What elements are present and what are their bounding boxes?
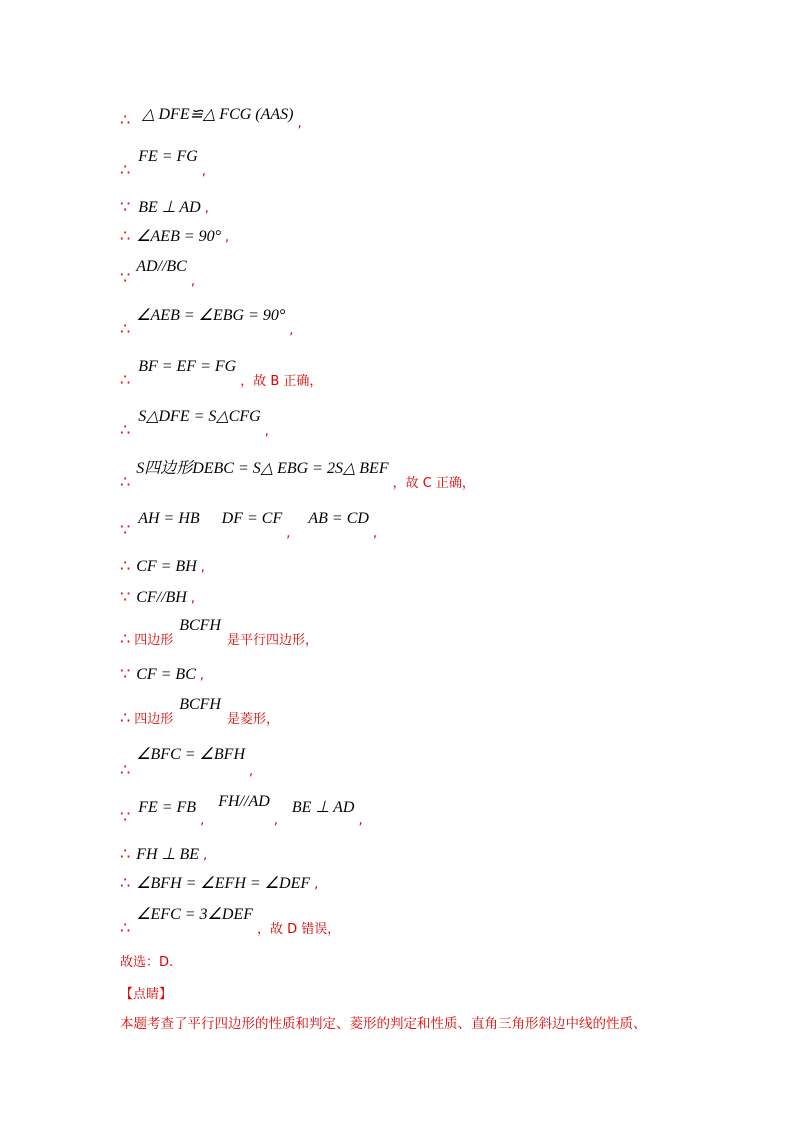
rhombus-conclusion: 是菱形， — [226, 712, 279, 727]
therefore-symbol: ∴ — [120, 760, 131, 779]
math-expression-1: AH = HB — [138, 510, 200, 527]
comma: , — [190, 591, 195, 606]
proof-line-11 — [120, 558, 205, 575]
conclusion-d-wrong: ，故 D 错误， — [257, 922, 341, 937]
math-expression-2: FH//AD — [218, 793, 270, 810]
therefore-symbol: ∴ — [120, 873, 131, 892]
math-quadrilateral: BCFH — [179, 696, 221, 713]
math-expression: ∠AEB = 90° — [136, 228, 222, 245]
math-expression-1: FE = FB — [138, 799, 197, 816]
math-expression-2: DF = CF — [221, 510, 283, 527]
math-expression-3: AB = CD — [308, 510, 369, 527]
math-expression: ∠BFH = ∠EFH = ∠DEF — [136, 875, 311, 892]
math-expression: CF = BC — [136, 666, 196, 683]
proof-line-4 — [120, 228, 229, 245]
proof-line-15 — [120, 696, 279, 727]
proof-line-16 — [120, 746, 254, 779]
proof-line-7 — [120, 358, 323, 389]
proof-line-8 — [120, 408, 269, 439]
because-symbol: ∵ — [120, 807, 131, 826]
because-symbol: ∵ — [120, 268, 131, 287]
comma: , — [199, 668, 205, 683]
comma: , — [225, 230, 230, 245]
therefore-symbol: ∴ — [120, 918, 131, 937]
conclusion-c-correct: ，故 C 正确， — [392, 476, 475, 491]
comma: , — [249, 764, 254, 779]
because-symbol: ∵ — [120, 197, 131, 216]
proof-line-9 — [120, 460, 475, 491]
proof-line-6 — [120, 307, 294, 338]
therefore-symbol: ∴ — [120, 556, 131, 575]
proof-line-13 — [120, 617, 318, 648]
therefore-symbol: ∴ — [120, 472, 131, 491]
proof-line-18 — [120, 846, 207, 863]
proof-line-20 — [120, 906, 341, 937]
proof-line-12 — [120, 589, 195, 606]
comma: , — [203, 848, 208, 863]
therefore-symbol: ∴ — [120, 160, 131, 179]
therefore-symbol: ∴ — [120, 629, 131, 648]
comma: , — [289, 323, 294, 338]
therefore-symbol: ∴ — [120, 370, 131, 389]
comma: , — [200, 560, 205, 575]
because-symbol: ∵ — [120, 664, 131, 683]
comma: , — [190, 274, 195, 289]
math-congruence: △ DFE≌△ FCG (AAS) — [142, 106, 294, 123]
conclusion-b-correct: ，故 B 正确， — [240, 374, 323, 389]
proof-line-14 — [120, 666, 204, 683]
math-expression-3: BE ⊥ AD — [291, 799, 355, 816]
explanation-text: 本题考查了平行四边形的性质和判定、菱形的判定和性质、直角三角形斜边中线的性质、 — [120, 1016, 647, 1032]
answer-choice: 故选：D. — [120, 955, 174, 970]
therefore-symbol: ∴ — [120, 226, 131, 245]
math-quadrilateral: BCFH — [179, 617, 221, 634]
because-symbol: ∵ — [120, 587, 131, 606]
math-area-equality: S四边形DEBC = S△ EBG = 2S△ BEF — [136, 460, 389, 477]
comma: , — [200, 813, 205, 828]
math-expression: BF = EF = FG — [138, 358, 237, 375]
therefore-symbol: ∴ — [120, 844, 131, 863]
comma: , — [358, 813, 363, 828]
parallelogram-conclusion: 是平行四边形， — [226, 633, 318, 648]
proof-line-5 — [120, 258, 195, 289]
comma: , — [204, 201, 209, 216]
comma: , — [314, 877, 319, 892]
because-symbol: ∵ — [120, 520, 131, 539]
comma: , — [201, 164, 206, 179]
comma: , — [297, 116, 302, 131]
math-expression: ∠BFC = ∠BFH — [136, 746, 245, 763]
therefore-symbol: ∴ — [120, 319, 131, 338]
proof-line-3 — [120, 199, 209, 216]
proof-line-2 — [120, 148, 206, 179]
math-expression: ∠AEB = ∠EBG = 90° — [136, 307, 286, 324]
section-header: 【点睛】 — [120, 987, 173, 1002]
proof-line-17 — [120, 793, 363, 828]
math-expression: BE ⊥ AD — [138, 199, 201, 216]
comma: , — [273, 813, 278, 828]
proof-line-19 — [120, 875, 318, 892]
math-area-equality: S△DFE = S△CFG — [138, 408, 261, 425]
proof-line-10 — [120, 510, 378, 541]
therefore-symbol: ∴ — [120, 708, 131, 727]
proof-line-1 — [120, 106, 302, 131]
comma: , — [286, 526, 291, 541]
quadrilateral-label: 四边形 — [134, 633, 174, 648]
therefore-symbol: ∴ — [120, 420, 131, 439]
math-expression: CF//BH — [136, 589, 187, 606]
quadrilateral-label: 四边形 — [134, 712, 174, 727]
math-expression: AD//BC — [136, 258, 187, 275]
math-expression: ∠EFC = 3∠DEF — [136, 906, 253, 923]
math-expression: FE = FG — [138, 148, 198, 165]
math-expression: FH ⊥ BE — [136, 846, 199, 863]
comma: , — [372, 526, 378, 541]
math-expression: CF = BH — [136, 558, 197, 575]
comma: , — [264, 424, 269, 439]
therefore-symbol: ∴ — [120, 110, 131, 129]
